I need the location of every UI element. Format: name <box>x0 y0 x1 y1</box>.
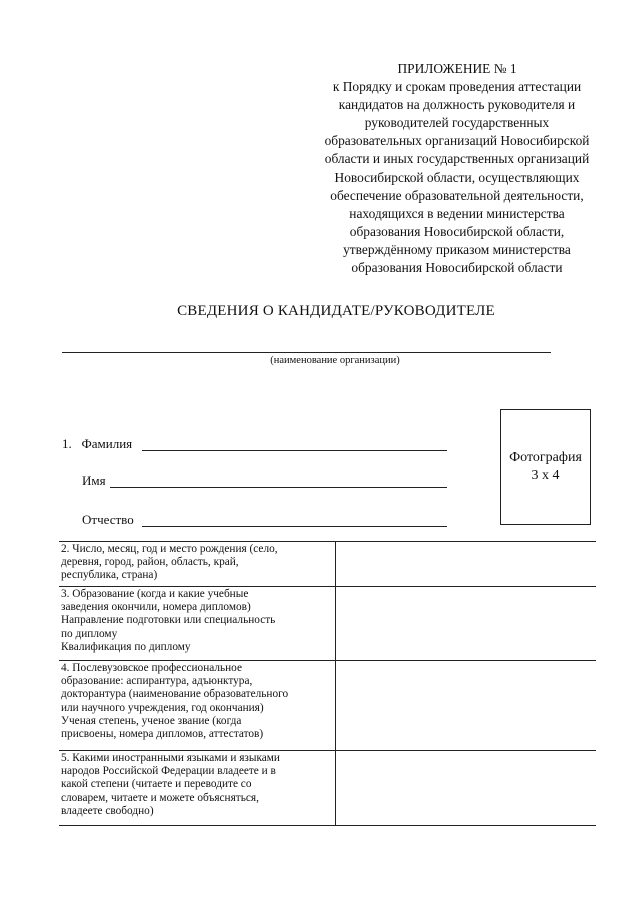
header-line: образовательных организаций Новосибирской <box>324 133 590 149</box>
patronymic-label: Отчество <box>82 512 134 527</box>
question-text: владеете свободно) <box>61 804 154 817</box>
organization-name-field[interactable] <box>62 352 551 353</box>
patronymic-field[interactable] <box>142 526 447 527</box>
photo-label: Фотография <box>509 450 582 465</box>
photo-size-label: 3 х 4 <box>531 468 560 483</box>
question-cell <box>59 587 336 661</box>
appendix-header <box>292 60 622 277</box>
question-text: Направление подготовки или специальность <box>61 614 276 627</box>
question-text: деревня, город, район, область, край, <box>61 556 239 569</box>
question-text: докторантура (наименование образовательного <box>61 688 289 701</box>
question-text: Ученая степень, ученое звание (когда <box>61 714 242 727</box>
surname-label-group <box>62 436 132 452</box>
header-line: утверждённому приказом министерства <box>343 241 571 257</box>
answer-cell[interactable] <box>336 751 597 826</box>
question-text: какой степени (читаете и переводите со <box>61 778 252 791</box>
table-row <box>59 751 596 826</box>
header-line: руководителей государственных <box>364 115 550 131</box>
photo-placeholder <box>500 409 591 525</box>
first-name-field[interactable] <box>110 487 447 488</box>
question-text: по диплому <box>61 627 118 640</box>
question-text: присвоены, номера дипломов, аттестатов) <box>61 728 264 741</box>
question-text: республика, страна) <box>61 569 158 582</box>
item-number: 1. <box>62 436 72 451</box>
header-line: области и иных государственных организаций <box>324 151 590 167</box>
table-row <box>59 661 596 751</box>
page-title: СВЕДЕНИЯ О КАНДИДАТЕ/РУКОВОДИТЕЛЕ <box>177 303 495 319</box>
header-line: образования Новосибирской области <box>351 260 563 276</box>
organization-caption: (наименование организации) <box>270 355 400 366</box>
header-line: к Порядку и срокам проведения аттестации <box>332 79 582 95</box>
question-text: Квалификация по диплому <box>61 640 191 653</box>
question-text: 4. Послевузовское профессиональное <box>61 662 242 674</box>
surname-field[interactable] <box>142 450 447 451</box>
header-line: кандидатов на должность руководителя и <box>338 97 576 113</box>
question-text: или научного учреждения, год окончания) <box>61 701 264 714</box>
answer-cell[interactable] <box>336 542 597 587</box>
header-line: Новосибирской области, осуществляющих <box>334 169 580 185</box>
first-name-label: Имя <box>82 473 106 488</box>
answer-cell[interactable] <box>336 587 597 661</box>
question-text: заведения окончили, номера дипломов) <box>61 601 251 614</box>
candidate-info-table <box>59 541 596 826</box>
question-text: образование: аспирантура, адъюнктура, <box>61 675 253 688</box>
answer-cell[interactable] <box>336 661 597 751</box>
table-row <box>59 542 596 587</box>
header-line: ПРИЛОЖЕНИЕ № 1 <box>397 61 517 76</box>
question-cell <box>59 661 336 751</box>
question-text: народов Российской Федерации владеете и в <box>61 765 276 778</box>
question-text: 5. Какими иностранными языками и языками <box>61 752 280 764</box>
header-line: образования Новосибирской области, <box>349 223 565 239</box>
question-cell <box>59 542 336 587</box>
header-line: обеспечение образовательной деятельности, <box>330 187 584 203</box>
question-text: словарем, читаете и можете объясняться, <box>61 791 259 804</box>
surname-label: Фамилия <box>81 436 133 451</box>
question-text: 2. Число, месяц, год и место рождения (село, <box>61 543 278 555</box>
question-text: 3. Образование (когда и какие учебные <box>61 588 249 600</box>
question-cell <box>59 751 336 826</box>
table-row <box>59 587 596 661</box>
header-line: находящихся в ведении министерства <box>349 205 565 221</box>
